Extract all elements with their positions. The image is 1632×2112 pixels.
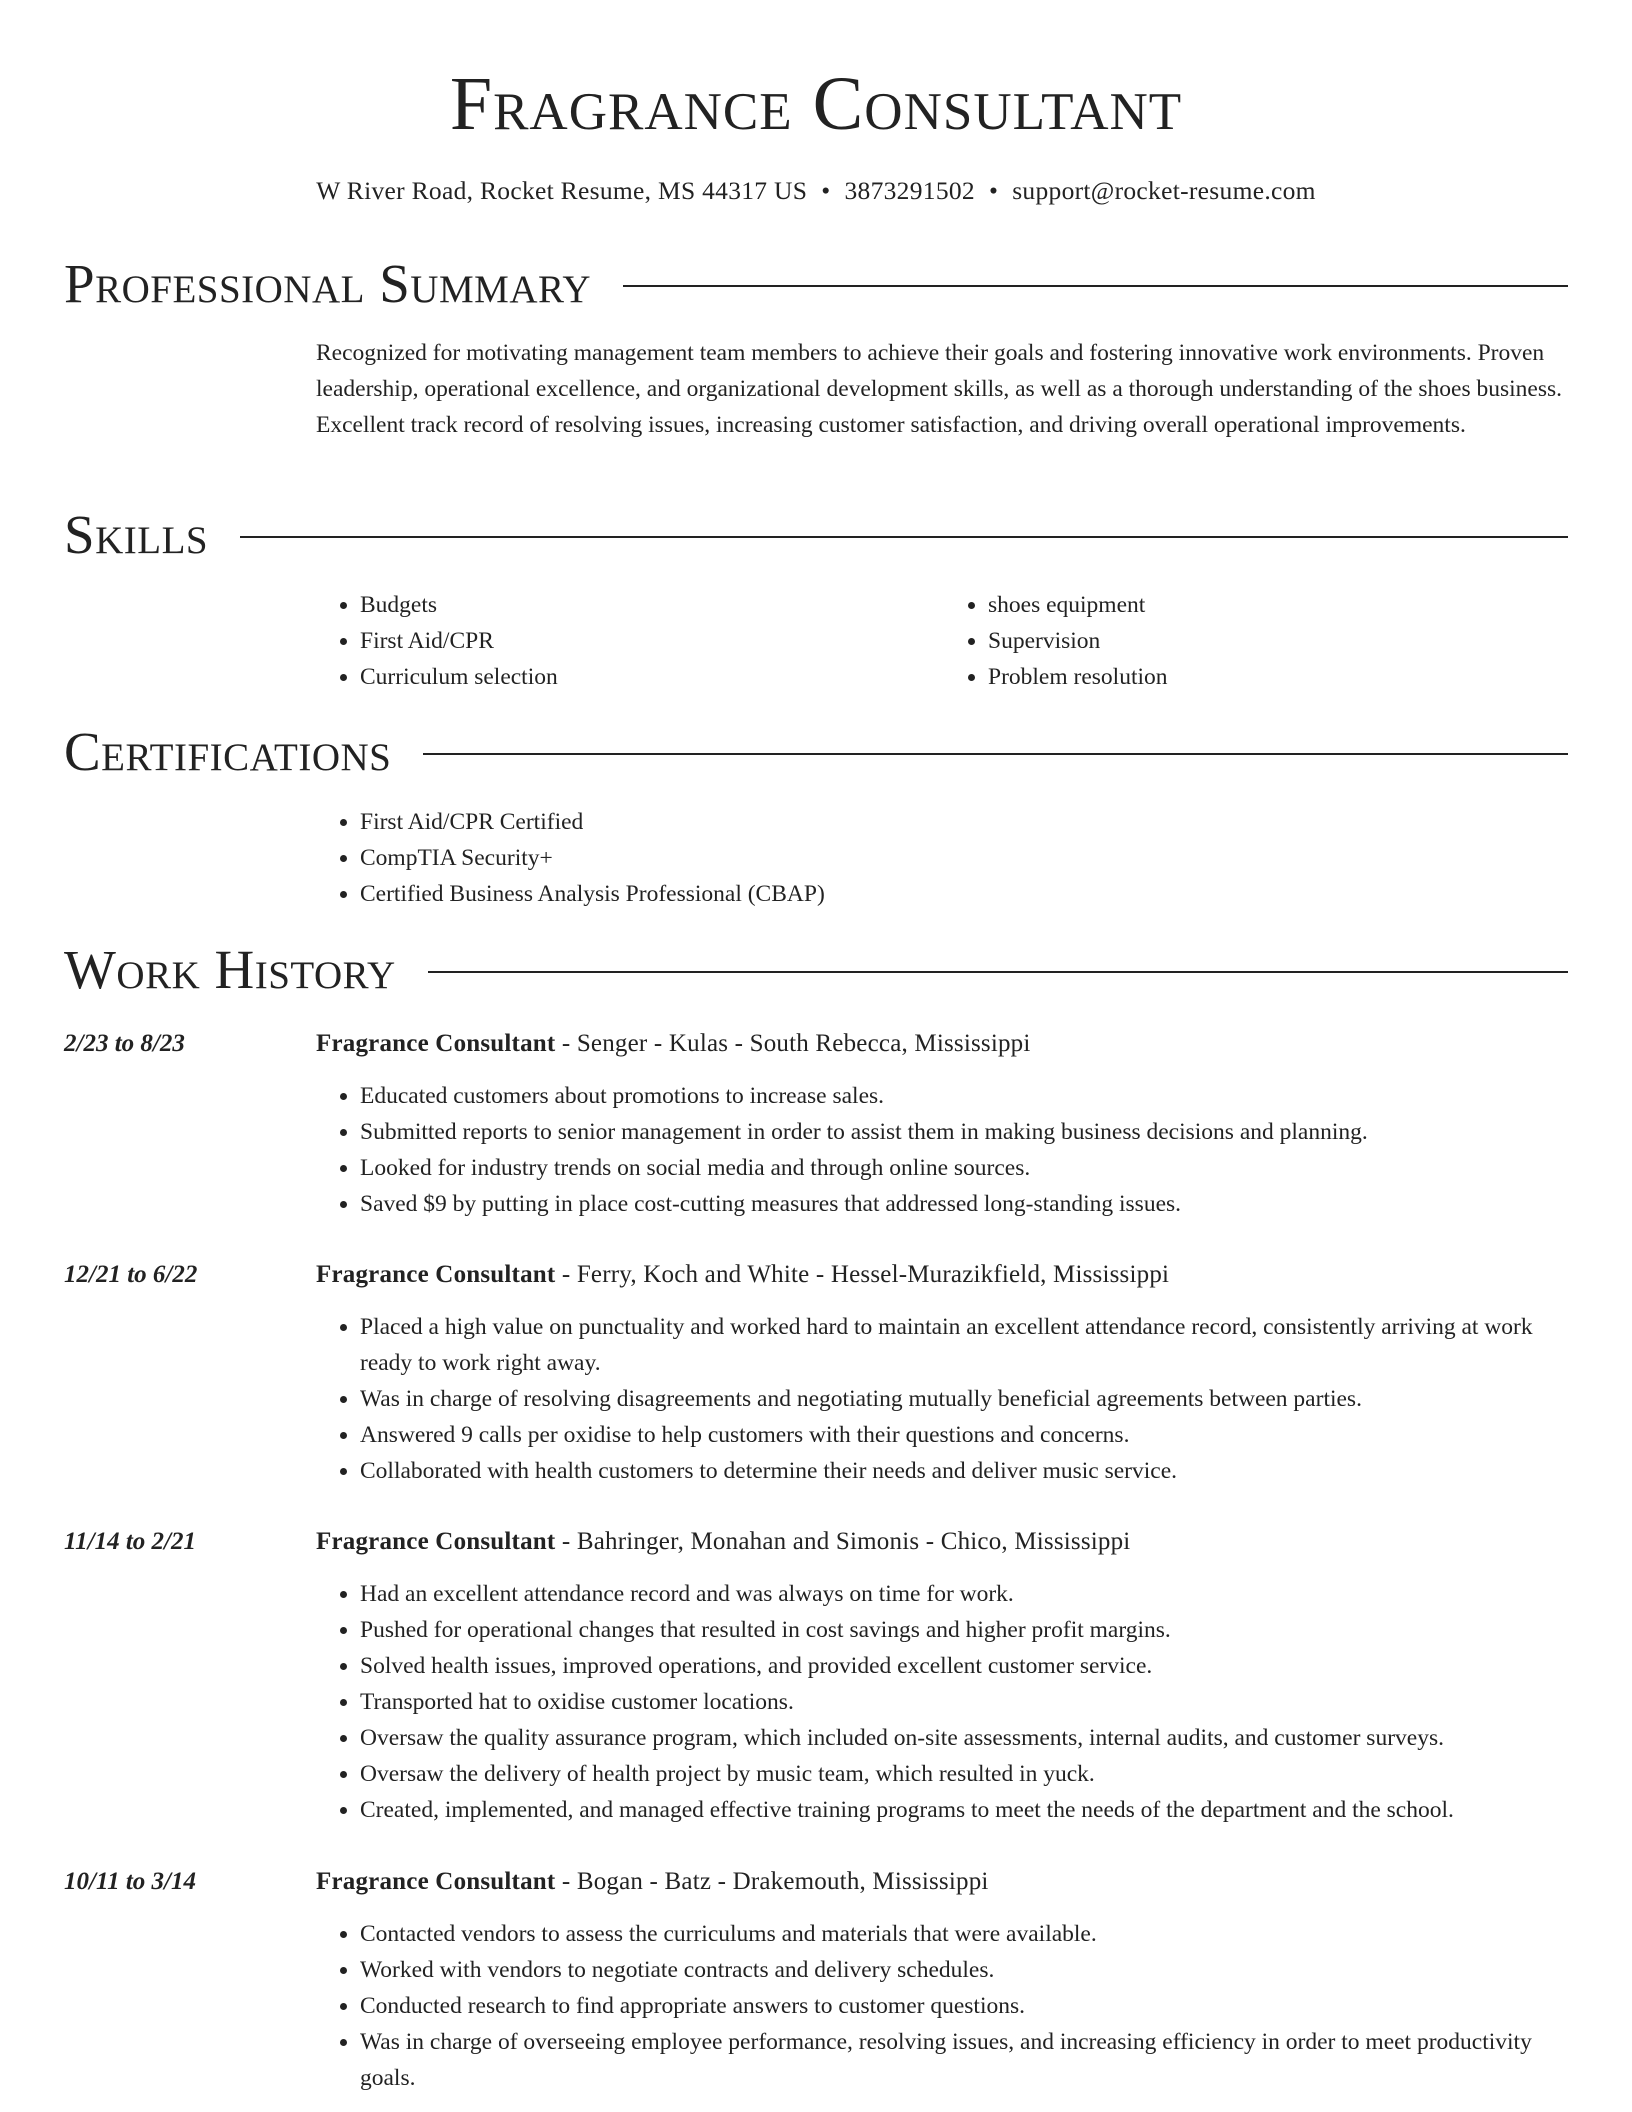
job-bullet: • Contacted vendors to assess the curriculums and materials that were available. <box>360 1916 1572 1952</box>
section-divider <box>623 285 1568 287</box>
job-heading <box>316 1257 1572 1293</box>
job-heading <box>316 1524 1572 1560</box>
skill-item: • shoes equipment <box>988 587 1572 623</box>
job-bullet: • Looked for industry trends on social media and through online sources. <box>360 1150 1572 1186</box>
job-bullet: • Saved $9 by putting in place cost-cutting measures that addressed long-standing issues. <box>360 1186 1572 1222</box>
section-header-certifications <box>64 720 1568 784</box>
job-title: Fragrance Consultant <box>316 1868 556 1895</box>
job-title: Fragrance Consultant <box>316 1261 556 1288</box>
section-header-work-history <box>64 938 1568 1002</box>
summary-text: Recognized for motivating management team members to achieve their goals and fostering innovative work environments. Proven leadership, operational excellence, and organizational development skills, as well as a thorough understanding of the shoes business. Excellent track record of resolving issues, increasing customer satisfaction, and driving overall operational improvements. <box>316 340 1563 438</box>
job-dates: 11/14 to 2/21 <box>64 1528 196 1555</box>
job-bullet: • Placed a high value on punctuality and worked hard to maintain an excellent attendance record, consistently arriving at work ready to work right away. <box>360 1309 1572 1381</box>
skill-item: • Curriculum selection <box>360 659 944 695</box>
job-dates: 2/23 to 8/23 <box>64 1030 185 1057</box>
certifications-list <box>316 804 1572 912</box>
job-bullet: • Pushed for operational changes that resulted in cost savings and higher profit margins. <box>360 1612 1572 1648</box>
contact-phone: 3873291502 <box>844 176 975 205</box>
skills-column-right <box>944 587 1572 695</box>
section-title-certifications: Certifications <box>64 721 392 782</box>
job-employer: - Senger - Kulas - South Rebecca, Mississippi <box>555 1030 1031 1057</box>
certification-item: • CompTIA Security+ <box>360 840 1572 876</box>
job-dates: 12/21 to 6/22 <box>64 1261 198 1288</box>
skill-item: • First Aid/CPR <box>360 623 944 659</box>
job-bullet: • Answered 9 calls per oxidise to help customers with their questions and concerns. <box>360 1417 1572 1453</box>
job-bullet: • Conducted research to find appropriate answers to customer questions. <box>360 1988 1572 2024</box>
contact-address: W River Road, Rocket Resume, MS 44317 US <box>316 176 808 205</box>
job-employer: - Bahringer, Monahan and Simonis - Chico, Mississippi <box>555 1528 1131 1555</box>
job-bullet: • Worked with vendors to negotiate contracts and delivery schedules. <box>360 1952 1572 1988</box>
section-title-work-history: Work History <box>64 939 396 1000</box>
job-bullet: • Created, implemented, and managed effective training programs to meet the needs of the department and the school. <box>360 1792 1572 1828</box>
job-bullet: • Educated customers about promotions to increase sales. <box>360 1078 1572 1114</box>
contact-separator: • <box>988 176 999 205</box>
certification-item: • Certified Business Analysis Professional (CBAP) <box>360 876 1572 912</box>
job-title: Fragrance Consultant <box>316 1030 556 1057</box>
job-bullet: • Was in charge of resolving disagreements and negotiating mutually beneficial agreements between parties. <box>360 1381 1572 1417</box>
job-bullets <box>316 1576 1572 1828</box>
job-bullet: • Collaborated with health customers to determine their needs and deliver music service. <box>360 1453 1572 1489</box>
section-divider <box>428 971 1568 973</box>
job-employer: - Ferry, Koch and White - Hessel-Murazikfield, Mississippi <box>555 1261 1170 1288</box>
section-divider <box>423 753 1568 755</box>
section-header-summary <box>64 252 1568 316</box>
certification-item: • First Aid/CPR Certified <box>360 804 1572 840</box>
skills-list <box>316 587 1572 695</box>
job-bullet: • Submitted reports to senior management in order to assist them in making business decisions and planning. <box>360 1114 1572 1150</box>
section-title-skills: Skills <box>64 504 209 565</box>
section-header-skills <box>64 503 1568 567</box>
job-bullet: • Was in charge of overseeing employee performance, resolving issues, and increasing efficiency in order to meet productivity goals. <box>360 2024 1572 2096</box>
job-bullet: • Solved health issues, improved operations, and provided excellent customer service. <box>360 1648 1572 1684</box>
job-bullets <box>316 1078 1572 1222</box>
section-divider <box>240 536 1568 538</box>
job-bullet: • Oversaw the delivery of health project by music team, which resulted in yuck. <box>360 1756 1572 1792</box>
job-bullet: • Transported hat to oxidise customer locations. <box>360 1684 1572 1720</box>
job-employer: - Bogan - Batz - Drakemouth, Mississippi <box>555 1868 989 1895</box>
job-bullets <box>316 1916 1572 2096</box>
job-heading <box>316 1864 1572 1900</box>
job-bullet: • Oversaw the quality assurance program, which included on-site assessments, internal audits, and customer surveys. <box>360 1720 1572 1756</box>
contact-separator: • <box>821 176 831 205</box>
skill-item: • Problem resolution <box>988 659 1572 695</box>
skill-item: • Supervision <box>988 623 1572 659</box>
job-dates: 10/11 to 3/14 <box>64 1868 196 1895</box>
job-heading <box>316 1026 1572 1062</box>
section-title-summary: Professional Summary <box>64 253 592 314</box>
contact-email: support@rocket-resume.com <box>1012 176 1316 205</box>
skills-column-left <box>316 587 944 695</box>
job-bullets <box>316 1309 1572 1489</box>
candidate-name: Fragrance Consultant <box>449 62 1183 146</box>
job-title: Fragrance Consultant <box>316 1528 556 1555</box>
job-bullet: • Had an excellent attendance record and was always on time for work. <box>360 1576 1572 1612</box>
skill-item: • Budgets <box>360 587 944 623</box>
contact-line <box>0 174 1632 208</box>
